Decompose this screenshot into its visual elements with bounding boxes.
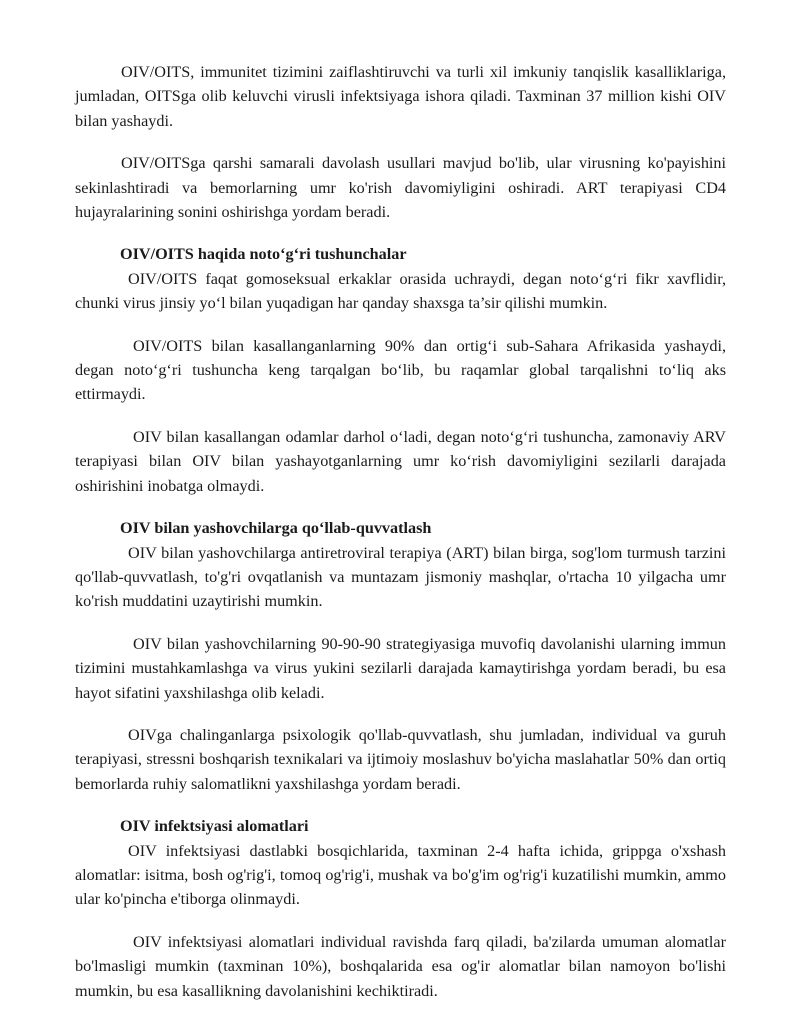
section-heading-symptoms: OIV infektsiyasi alomatlari [120,817,309,836]
section-heading-support: OIV bilan yashovchilarga qo‘llab-quvvatlash [120,519,432,538]
misconceptions-paragraph-2: OIV/OITS bilan kasallanganlarning 90% dan ortig‘i sub-Sahara Afrikasida yashaydi, degan noto‘g‘ri tushuncha keng tarqalgan bo‘lib, bu raqamlar global tarqalishni to‘liq aks ettirmaydi. [75,336,726,404]
symptoms-paragraph-1: OIV infektsiyasi dastlabki bosqichlarida, taxminan 2-4 hafta ichida, grippga o'xshash alomatlar: isitma, bosh og'rig'i, tomoq og'rig'i, mushak va bo'g'im og'rig'i kuzatilishi mumkin, ammo ular ko'pincha e'tiborga olinmaydi. [75,841,726,909]
misconceptions-paragraph-1: OIV/OITS faqat gomoseksual erkaklar orasida uchraydi, degan noto‘g‘ri fikr xavflidir, chunki virus jinsiy yo‘l bilan yuqadigan har qanday shaxsga ta’sir qilishi mumkin. [75,269,726,313]
support-paragraph-2: OIV bilan yashovchilarning 90-90-90 strategiyasiga muvofiq davolanishi ularning immun tizimini mustahkamlashga va virus yukini sezilarli darajada kamaytirishga yordam beradi, bu esa hayot sifatini yaxshilashga olib keladi. [75,634,726,702]
intro-paragraph-2: OIV/OITSga qarshi samarali davolash usullari mavjud bo'lib, ular virusning ko'payishini sekinlashtiradi va bemorlarning umr ko'rish davomiyligini oshiradi. ART terapiyasi CD4 hujayralarining sonini oshirishga yordam beradi. [75,154,726,222]
document-page [75,60,726,1003]
section-heading-misconceptions: OIV/OITS haqida noto‘g‘ri tushunchalar [120,245,407,264]
misconceptions-paragraph-3: OIV bilan kasallangan odamlar darhol o‘ladi, degan noto‘g‘ri tushuncha, zamonaviy ARV terapiyasi bilan OIV bilan yashayotganlarning umr ko‘rish davomiyligini sezilarli darajada oshirishini inobatga olmaydi. [75,427,726,495]
support-paragraph-1: OIV bilan yashovchilarga antiretroviral terapiya (ART) bilan birga, sog'lom turmush tarzini qo'llab-quvvatlash, to'g'ri ovqatlanish va muntazam jismoniy mashqlar, o'rtacha 10 yilgacha umr ko'rish muddatini uzaytirishi mumkin. [75,543,726,611]
support-paragraph-3: OIVga chalinganlarga psixologik qo'llab-quvvatlash, shu jumladan, individual va guruh terapiyasi, stressni boshqarish texnikalari va ijtimoiy moslashuv bo'yicha maslahatlar 50% dan ortiq bemorlarda ruhiy salomatlikni yaxshilashga yordam beradi. [75,725,726,793]
symptoms-paragraph-2: OIV infektsiyasi alomatlari individual ravishda farq qiladi, ba'zilarda umuman alomatlar bo'lmasligi mumkin (taxminan 10%), boshqalarida esa og'ir alomatlar bilan namoyon bo'lishi mumkin, bu esa kasallikning davolanishini kechiktiradi. [75,932,726,1000]
intro-paragraph-1: OIV/OITS, immunitet tizimini zaiflashtiruvchi va turli xil imkuniy tanqislik kasalliklariga, jumladan, OITSga olib keluvchi virusli infektsiyaga ishora qiladi. Taxminan 37 million kishi OIV bilan yashaydi. [75,63,726,130]
